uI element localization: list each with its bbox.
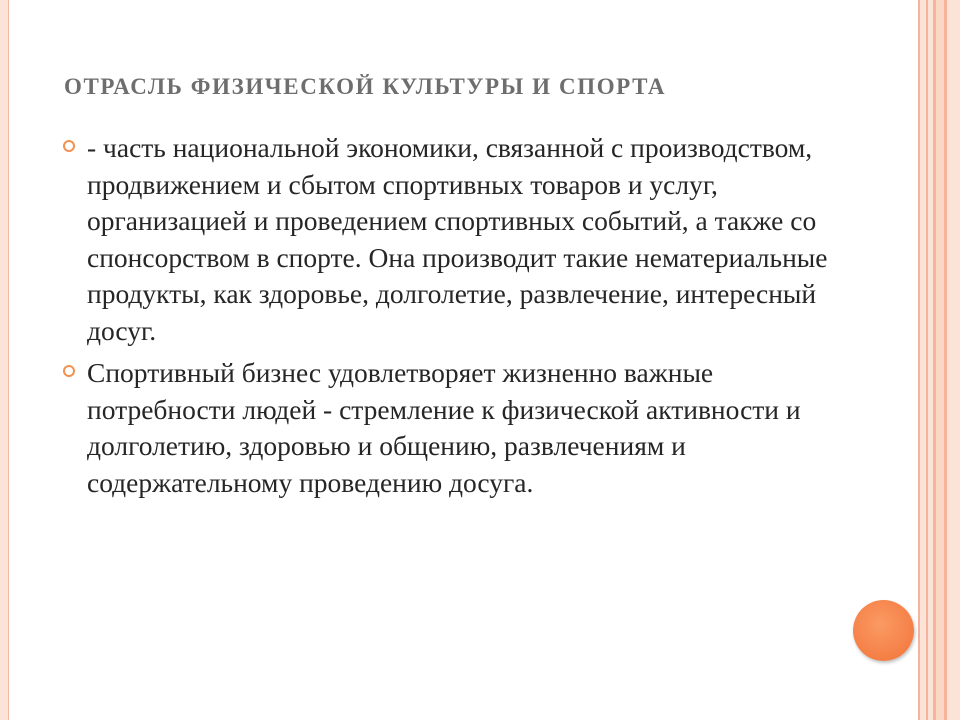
orange-circle-icon <box>853 600 914 661</box>
border-stripe <box>947 0 960 720</box>
bullet-text: - часть национальной экономики, связанной с производством, продвижением и сбытом спортивных товаров и услуг, организацией и проведением спортивных событий, а также со спонсорством в спорте. Она производит такие нематериальные продукты, как здоровье, долголетие, развлечение, интересный досуг. <box>87 132 828 346</box>
bullet-item <box>63 130 843 349</box>
circle-outline-icon <box>63 140 75 152</box>
slide-title: ОТРАСЛЬ ФИЗИЧЕСКОЙ КУЛЬТУРЫ И СПОРТА <box>64 74 667 99</box>
circle-outline-icon <box>63 365 75 377</box>
bullet-text: Спортивный бизнес удовлетворяет жизненно важные потребности людей - стремление к физической активности и долголетию, здоровью и общению, развлечениям и содержательному проведению досуга. <box>87 357 801 498</box>
border-stripe <box>936 0 944 720</box>
left-border <box>0 0 9 720</box>
right-border <box>918 0 960 720</box>
bullet-item <box>63 355 843 501</box>
bullet-list <box>63 130 843 501</box>
